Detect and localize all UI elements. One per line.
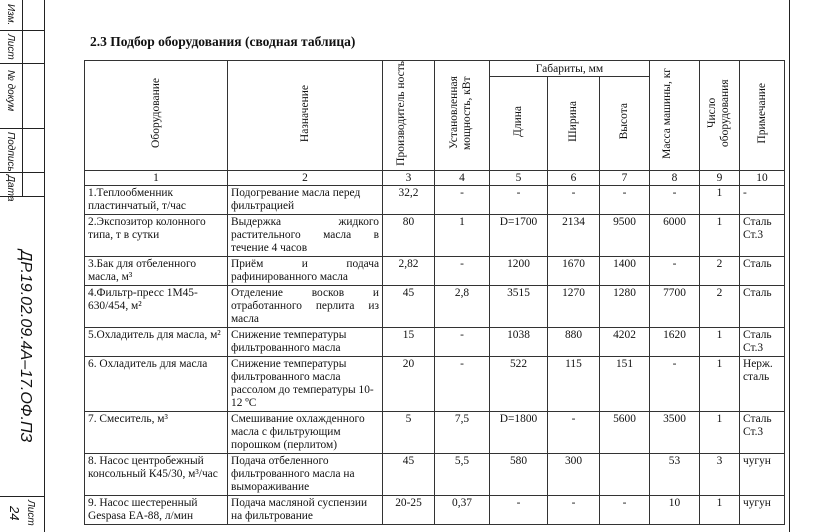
equipment-purpose: Снижение температуры фильтрованного масла — [228, 327, 383, 356]
stamp-divider — [0, 128, 44, 129]
column-numbers-row — [85, 170, 785, 185]
capacity-cell: 32,2 — [383, 185, 435, 214]
power-cell: 2,8 — [435, 285, 490, 327]
header-note — [740, 61, 785, 171]
header-length-text: Длина — [512, 105, 524, 137]
width-cell: - — [548, 185, 600, 214]
equipment-purpose: Выдержка жидкого растительного масла в течение 4 часов — [228, 214, 383, 256]
note-cell: Нерж. сталь — [740, 356, 785, 411]
header-note-text: Примечание — [755, 83, 768, 144]
header-count-text: Число оборудования — [705, 79, 731, 148]
column-number: 3 — [383, 170, 435, 185]
power-cell: - — [435, 256, 490, 285]
height-cell: 1400 — [600, 256, 650, 285]
mass-cell: 53 — [650, 453, 700, 495]
power-cell: 1 — [435, 214, 490, 256]
stamp-divider — [0, 496, 44, 497]
capacity-cell: 45 — [383, 453, 435, 495]
stamp-docnum-label: № докум — [5, 70, 16, 112]
section-title: 2.3 Подбор оборудования (сводная таблица) — [90, 34, 356, 49]
note-cell: чугун — [740, 495, 785, 524]
frame-border-left — [44, 0, 45, 532]
equipment-name: 3.Бак для отбеленного масла, м³ — [85, 256, 228, 285]
equipment-purpose: Снижение температуры фильтрованного масла рассолом до температуры 10-12 ºС — [228, 356, 383, 411]
column-number: 2 — [228, 170, 383, 185]
header-mass — [650, 61, 700, 171]
equipment-table — [84, 60, 785, 525]
sheet-number: 24 — [7, 506, 22, 521]
header-power-text: Установленная мощность, кВт — [448, 76, 473, 151]
mass-cell: - — [650, 356, 700, 411]
height-cell: - — [600, 495, 650, 524]
height-cell: - — [600, 185, 650, 214]
table-row — [85, 256, 785, 285]
mass-cell: 1620 — [650, 327, 700, 356]
mass-cell: - — [650, 185, 700, 214]
width-cell: 2134 — [548, 214, 600, 256]
stamp-divider — [0, 30, 44, 31]
mass-cell: 10 — [650, 495, 700, 524]
header-count — [700, 61, 740, 171]
width-cell: - — [548, 495, 600, 524]
column-number: 8 — [650, 170, 700, 185]
equipment-name: 7. Смеситель, м³ — [85, 411, 228, 453]
note-cell: чугун — [740, 453, 785, 495]
count-cell: 1 — [700, 356, 740, 411]
table-row — [85, 453, 785, 495]
height-cell: 9500 — [600, 214, 650, 256]
height-cell — [600, 453, 650, 495]
equipment-name: 2.Экспозитор колонного типа, т в сутки — [85, 214, 228, 256]
width-cell: 300 — [548, 453, 600, 495]
header-capacity — [383, 61, 435, 171]
table-row — [85, 185, 785, 214]
count-cell: 3 — [700, 453, 740, 495]
equipment-name: 5.Охладитель для масла, м² — [85, 327, 228, 356]
length-cell: 3515 — [490, 285, 548, 327]
capacity-cell: 20-25 — [383, 495, 435, 524]
stamp-list-label: Лист — [5, 34, 16, 60]
header-purpose-text: Назначение — [298, 84, 311, 142]
length-cell: D=1700 — [490, 214, 548, 256]
power-cell: 7,5 — [435, 411, 490, 453]
height-cell: 5600 — [600, 411, 650, 453]
capacity-cell: 45 — [383, 285, 435, 327]
frame-border-right — [789, 0, 790, 532]
column-number: 10 — [740, 170, 785, 185]
length-cell: 1200 — [490, 256, 548, 285]
equipment-purpose: Приём и подача рафинированного масла — [228, 256, 383, 285]
mass-cell: 6000 — [650, 214, 700, 256]
table-row — [85, 214, 785, 256]
capacity-cell: 15 — [383, 327, 435, 356]
length-cell: D=1800 — [490, 411, 548, 453]
width-cell: 1270 — [548, 285, 600, 327]
width-cell: 1670 — [548, 256, 600, 285]
equipment-purpose: Подача масляной суспензии на фильтрование — [228, 495, 383, 524]
power-cell: - — [435, 356, 490, 411]
note-cell: Сталь — [740, 256, 785, 285]
mass-cell: 3500 — [650, 411, 700, 453]
header-length — [490, 77, 548, 171]
width-cell: 880 — [548, 327, 600, 356]
count-cell: 1 — [700, 495, 740, 524]
power-cell: 5,5 — [435, 453, 490, 495]
equipment-name: 6. Охладитель для масла — [85, 356, 228, 411]
stamp-date-label: Дата — [5, 175, 16, 202]
length-cell: - — [490, 495, 548, 524]
column-number: 9 — [700, 170, 740, 185]
mass-cell: 7700 — [650, 285, 700, 327]
header-purpose — [228, 61, 383, 171]
height-cell: 151 — [600, 356, 650, 411]
column-number: 6 — [548, 170, 600, 185]
header-width — [548, 77, 600, 171]
capacity-cell: 5 — [383, 411, 435, 453]
table-row — [85, 327, 785, 356]
count-cell: 1 — [700, 185, 740, 214]
header-dimensions: Габариты, мм — [490, 61, 650, 77]
equipment-purpose: Отделение восков и отработанного перлита из масла — [228, 285, 383, 327]
equipment-name: 8. Насос центробежный консольный К45/30, м³/час — [85, 453, 228, 495]
header-equipment — [85, 61, 228, 171]
equipment-name: 1.Теплообменник пластинчатый, т/час — [85, 185, 228, 214]
header-width-text: Ширина — [567, 100, 579, 142]
power-cell: - — [435, 327, 490, 356]
equipment-purpose: Подача отбеленного фильтрованного масла на вымораживание — [228, 453, 383, 495]
count-cell: 1 — [700, 214, 740, 256]
header-capacity-text: Производитель ность — [394, 61, 407, 166]
header-equipment-text: Оборудование — [149, 78, 162, 149]
table-row — [85, 285, 785, 327]
height-cell: 4202 — [600, 327, 650, 356]
sheet-label: Лист — [25, 500, 36, 526]
document-designation: ДР.19.02.09.4А–17.ОФ.ПЗ — [17, 250, 34, 443]
stamp-divider — [0, 63, 44, 64]
stamp-divider — [0, 172, 44, 173]
equipment-purpose: Подогревание масла перед фильтрацией — [228, 185, 383, 214]
table-row — [85, 495, 785, 524]
width-cell: 115 — [548, 356, 600, 411]
note-cell: Сталь Ст.3 — [740, 327, 785, 356]
mass-cell: - — [650, 256, 700, 285]
count-cell: 2 — [700, 285, 740, 327]
width-cell: - — [548, 411, 600, 453]
table-row — [85, 411, 785, 453]
stamp-strip — [0, 0, 44, 532]
length-cell: - — [490, 185, 548, 214]
count-cell: 1 — [700, 411, 740, 453]
header-mass-text: Масса машины, кг — [660, 67, 673, 159]
count-cell: 1 — [700, 327, 740, 356]
note-cell: Сталь — [740, 285, 785, 327]
header-height — [600, 77, 650, 171]
capacity-cell: 80 — [383, 214, 435, 256]
note-cell: - — [740, 185, 785, 214]
height-cell: 1280 — [600, 285, 650, 327]
count-cell: 2 — [700, 256, 740, 285]
length-cell: 1038 — [490, 327, 548, 356]
equipment-name: 4.Фильтр-пресс 1М45-630/454, м² — [85, 285, 228, 327]
power-cell: - — [435, 185, 490, 214]
power-cell: 0,37 — [435, 495, 490, 524]
capacity-cell: 20 — [383, 356, 435, 411]
column-number: 5 — [490, 170, 548, 185]
column-number: 4 — [435, 170, 490, 185]
length-cell: 580 — [490, 453, 548, 495]
column-number: 7 — [600, 170, 650, 185]
equipment-name: 9. Насос шестеренный Gespasa EA-88, л/мин — [85, 495, 228, 524]
note-cell: Сталь Ст.3 — [740, 214, 785, 256]
stamp-signature-label: Подпись — [5, 132, 16, 172]
header-power — [435, 61, 490, 171]
length-cell: 522 — [490, 356, 548, 411]
stamp-izm-label: Изм. — [5, 4, 16, 26]
column-number: 1 — [85, 170, 228, 185]
equipment-purpose: Смешивание охлажденного масла с фильтрующим порошком (перлитом) — [228, 411, 383, 453]
header-height-text: Высота — [618, 103, 630, 140]
table-row — [85, 356, 785, 411]
capacity-cell: 2,82 — [383, 256, 435, 285]
note-cell: Сталь Ст.3 — [740, 411, 785, 453]
